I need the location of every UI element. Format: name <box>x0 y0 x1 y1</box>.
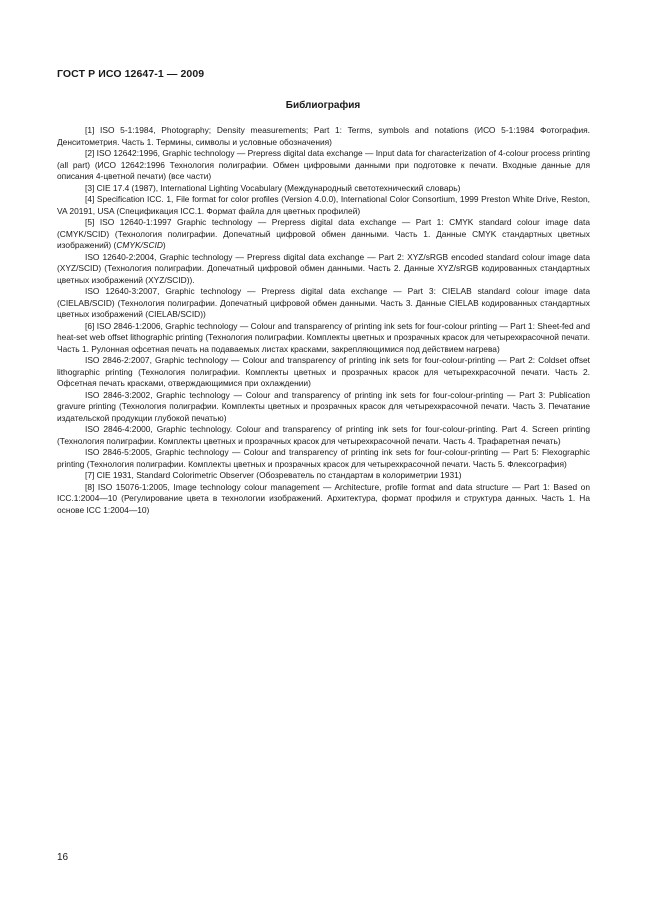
bibliography-entry: ISO 2846-5:2005, Graphic technology — Colour and transparency of printing ink sets for four-colour-printing — Part 5: Flexographic printing (Технология полиграфии. Комплекты цветных и прозрачных красок для четырехкрасочной печати. Часть 5. Флексография) <box>57 447 590 469</box>
entry-italic-text: CMYK/SCID <box>116 240 163 250</box>
bibliography-entry: [8] ISO 15076-1:2005, Image technology colour management — Architecture, profile format and data structure — Part 1: Based on ICC.1:2004—10 (Регулирование цвета в технологии изображений. Архитектура, формат профиля и структура данных. Часть 1. На основе ICC 1:2004—10) <box>57 481 590 515</box>
bibliography-entry <box>57 217 590 252</box>
bibliography-list <box>57 125 590 516</box>
document-header: ГОСТ Р ИСО 12647-1 — 2009 <box>57 68 205 80</box>
entry-text: [5] ISO 12640-1:1997 Graphic technology — Prepress digital data exchange — Part 1: CMYK standard colour image data (CMYK/SCID) (Технология полиграфии. Допечатный цифровой обмен данными. Часть 1. Данные CMYK стандартных цветных изображений) ( <box>57 217 590 250</box>
bibliography-entry: [1] ISO 5-1:1984, Photography; Density measurements; Part 1: Terms, symbols and notations (ИСО 5-1:1984 Фотография. Денситометрия. Часть 1. Термины, символы и условные обозначения) <box>57 125 590 147</box>
entry-text-tail: ) <box>162 240 166 250</box>
bibliography-entry: [2] ISO 12642:1996, Graphic technology — Prepress digital data exchange — Input data for characterization of 4-colour process printing (all part) (ИСО 12642:1996 Технология полиграфии. Обмен цифровыми данными при подготовке к печати. Входные данные для описания 4-цветной печати) (все части) <box>57 148 590 181</box>
bibliography-entry: [4] Specification ICC. 1, File format for color profiles (Version 4.0.0), International Color Consortium, 1999 Preston White Drive, Reston, VA 20191, USA (Спецификация ICC.1. Формат файла для цветных профилей) <box>57 194 590 216</box>
section-title: Библиография <box>285 100 361 111</box>
bibliography-entry: [6] ISO 2846-1:2006, Graphic technology — Colour and transparency of printing ink sets for four-colour printing — Part 1: Sheet-fed and heat-set web offset lithographic printing (Технология полиграфии. Комплекты цветных и прозрачных красок для четырехкрасочной печати. Часть 1. Рулонная офсетная печать на подаваемых листах красками, закрепляющимися под действием нагрева) <box>57 320 590 354</box>
bibliography-entry: ISO 2846-2:2007, Graphic technology — Colour and transparency of printing ink sets for four-colour-printing — Part 2: Coldset offset lithographic printing (Технология полиграфии. Комплекты цветных и прозрачных красок для четырехкрасочной печати. Часть 2. Офсетная печать красками, отверждающимися при охлаждении) <box>57 355 590 388</box>
bibliography-entry: [3] CIE 17.4 (1987), International Lighting Vocabulary (Международный светотехнический словарь) <box>85 182 461 193</box>
bibliography-entry: ISO 2846-4:2000, Graphic technology. Colour and transparency of printing ink sets for four-colour-printing. Part 4. Screen printing (Технология полиграфии. Комплекты цветных и прозрачных красок для четырехкрасочной печати. Часть 4. Трафаретная печать) <box>57 424 590 446</box>
page-number: 16 <box>57 852 69 863</box>
bibliography-entry: ISO 2846-3:2002, Graphic technology — Colour and transparency of printing ink sets for four-colour-printing — Part 3: Publication gravure printing (Технология полиграфии. Комплекты цветных и прозрачных красок для четырехкрасочной печати. Часть 3. Печатание издательской продукции глубокой печатью) <box>57 389 590 423</box>
bibliography-entry: ISO 12640-2:2004, Graphic technology — Prepress digital data exchange — Part 2: XYZ/sRGB encoded standard colour image data (XYZ/SCID) (Технология полиграфии. Допечатный цифровой обмен данными. Часть 2. Данные XYZ/sRGB кодированных стандартных цветных изображений (XYZ/SCID)). <box>57 251 590 285</box>
bibliography-entry: ISO 12640-3:2007, Graphic technology — Prepress digital data exchange — Part 3: CIELAB standard colour image data (CIELAB/SCID) (Технология полиграфии. Допечатный цифровой обмен данными. Часть 3. Данные CIELAB кодированных стандартных цветных изображений (CIELAB/SCID)) <box>57 286 590 319</box>
bibliography-entry: [7] CIE 1931, Standard Colorimetric Observer (Обозреватель по стандартам в колориметрии 1931) <box>85 470 462 480</box>
